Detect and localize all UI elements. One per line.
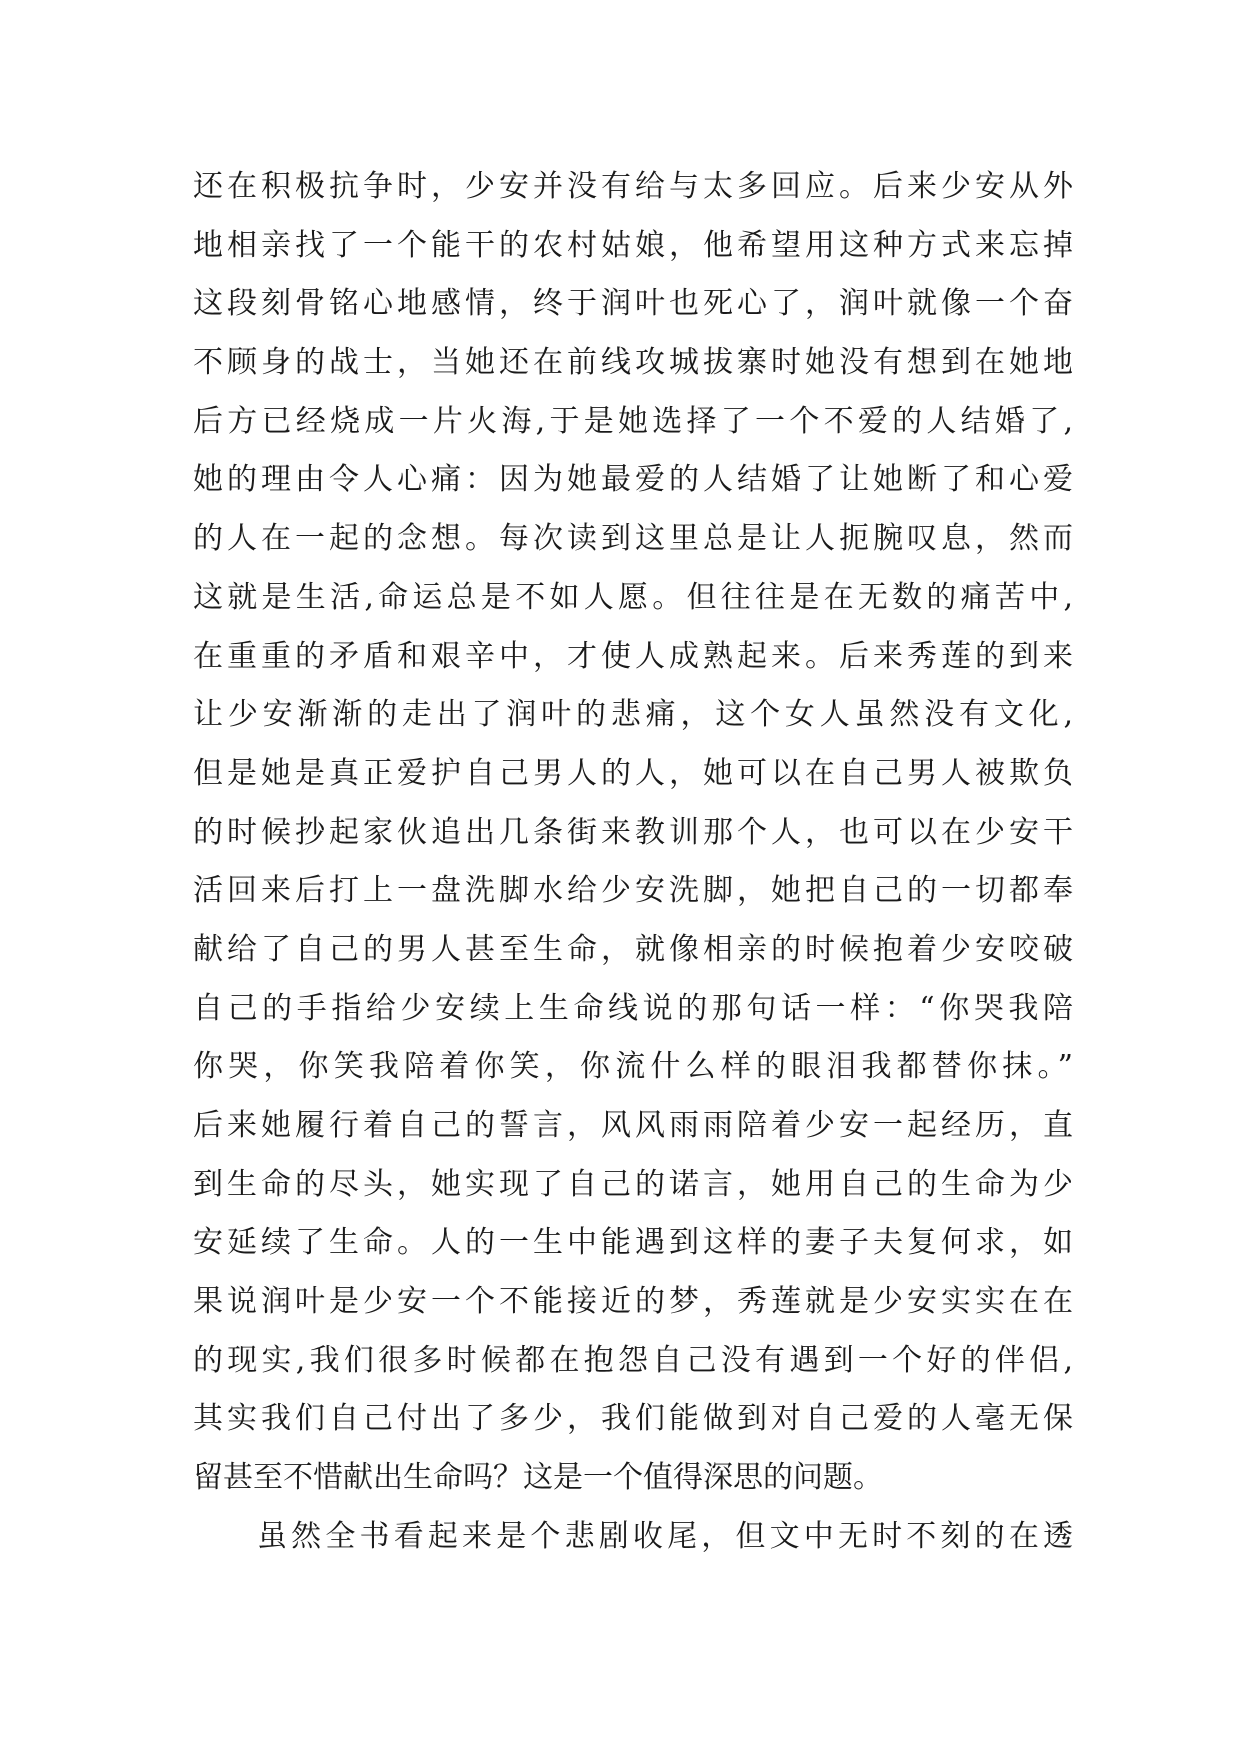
text-line: 在重重的矛盾和艰辛中，才使人成熟起来。后来秀莲的到来 bbox=[193, 638, 1073, 674]
text-line: 活回来后打上一盘洗脚水给少安洗脚，她把自己的一切都奉 bbox=[193, 873, 1073, 909]
text-line: 地相亲找了一个能干的农村姑娘，他希望用这种方式来忘掉 bbox=[193, 227, 1073, 263]
paragraph-end-line: 留甚至不惜献出生命吗？这是一个值得深思的问题。 bbox=[193, 1460, 883, 1496]
text-line: 不顾身的战士，当她还在前线攻城拔寨时她没有想到在她地 bbox=[193, 345, 1073, 381]
text-line: 还在积极抗争时，少安并没有给与太多回应。后来少安从外 bbox=[193, 169, 1073, 204]
text-line: 但是她是真正爱护自己男人的人，她可以在自己男人被欺负 bbox=[193, 755, 1073, 791]
text-line: 后来她履行着自己的誓言，风风雨雨陪着少安一起经历，直 bbox=[193, 1108, 1073, 1143]
body-text bbox=[193, 158, 1073, 1567]
text-line: 她的理由令人心痛：因为她最爱的人结婚了让她断了和心爱 bbox=[193, 462, 1073, 498]
text-line: 让少安渐渐的走出了润叶的悲痛，这个女人虽然没有文化, bbox=[193, 697, 1073, 733]
text-line: 后方已经烧成一片火海,于是她选择了一个不爱的人结婚了, bbox=[193, 403, 1073, 439]
text-line: 其实我们自己付出了多少，我们能做到对自己爱的人毫无保 bbox=[193, 1401, 1073, 1437]
text-line: 的时候抄起家伙追出几条街来教训那个人，也可以在少安干 bbox=[193, 814, 1073, 850]
text-line: 献给了自己的男人甚至生命，就像相亲的时候抱着少安咬破 bbox=[193, 931, 1073, 967]
text-line: 这段刻骨铭心地感情，终于润叶也死心了，润叶就像一个奋 bbox=[193, 286, 1073, 322]
text-line: 的人在一起的念想。每次读到这里总是让人扼腕叹息，然而 bbox=[193, 521, 1073, 557]
text-line: 果说润叶是少安一个不能接近的梦，秀莲就是少安实实在在 bbox=[193, 1284, 1073, 1320]
text-line: 自己的手指给少安续上生命线说的那句话一样：“你哭我陪 bbox=[193, 990, 1073, 1026]
text-line: 安延续了生命。人的一生中能遇到这样的妻子夫复何求，如 bbox=[193, 1225, 1073, 1261]
text-line: 到生命的尽头，她实现了自己的诺言，她用自己的生命为少 bbox=[193, 1166, 1073, 1202]
text-line: 的现实,我们很多时候都在抱怨自己没有遇到一个好的伴侣, bbox=[193, 1342, 1073, 1378]
text-line: 这就是生活,命运总是不如人愿。但往往是在无数的痛苦中, bbox=[193, 579, 1073, 615]
text-line: 你哭，你笑我陪着你笑，你流什么样的眼泪我都替你抹。” bbox=[193, 1049, 1073, 1085]
paragraph-start-line: 虽然全书看起来是个悲剧收尾，但文中无时不刻的在透 bbox=[257, 1518, 1073, 1554]
